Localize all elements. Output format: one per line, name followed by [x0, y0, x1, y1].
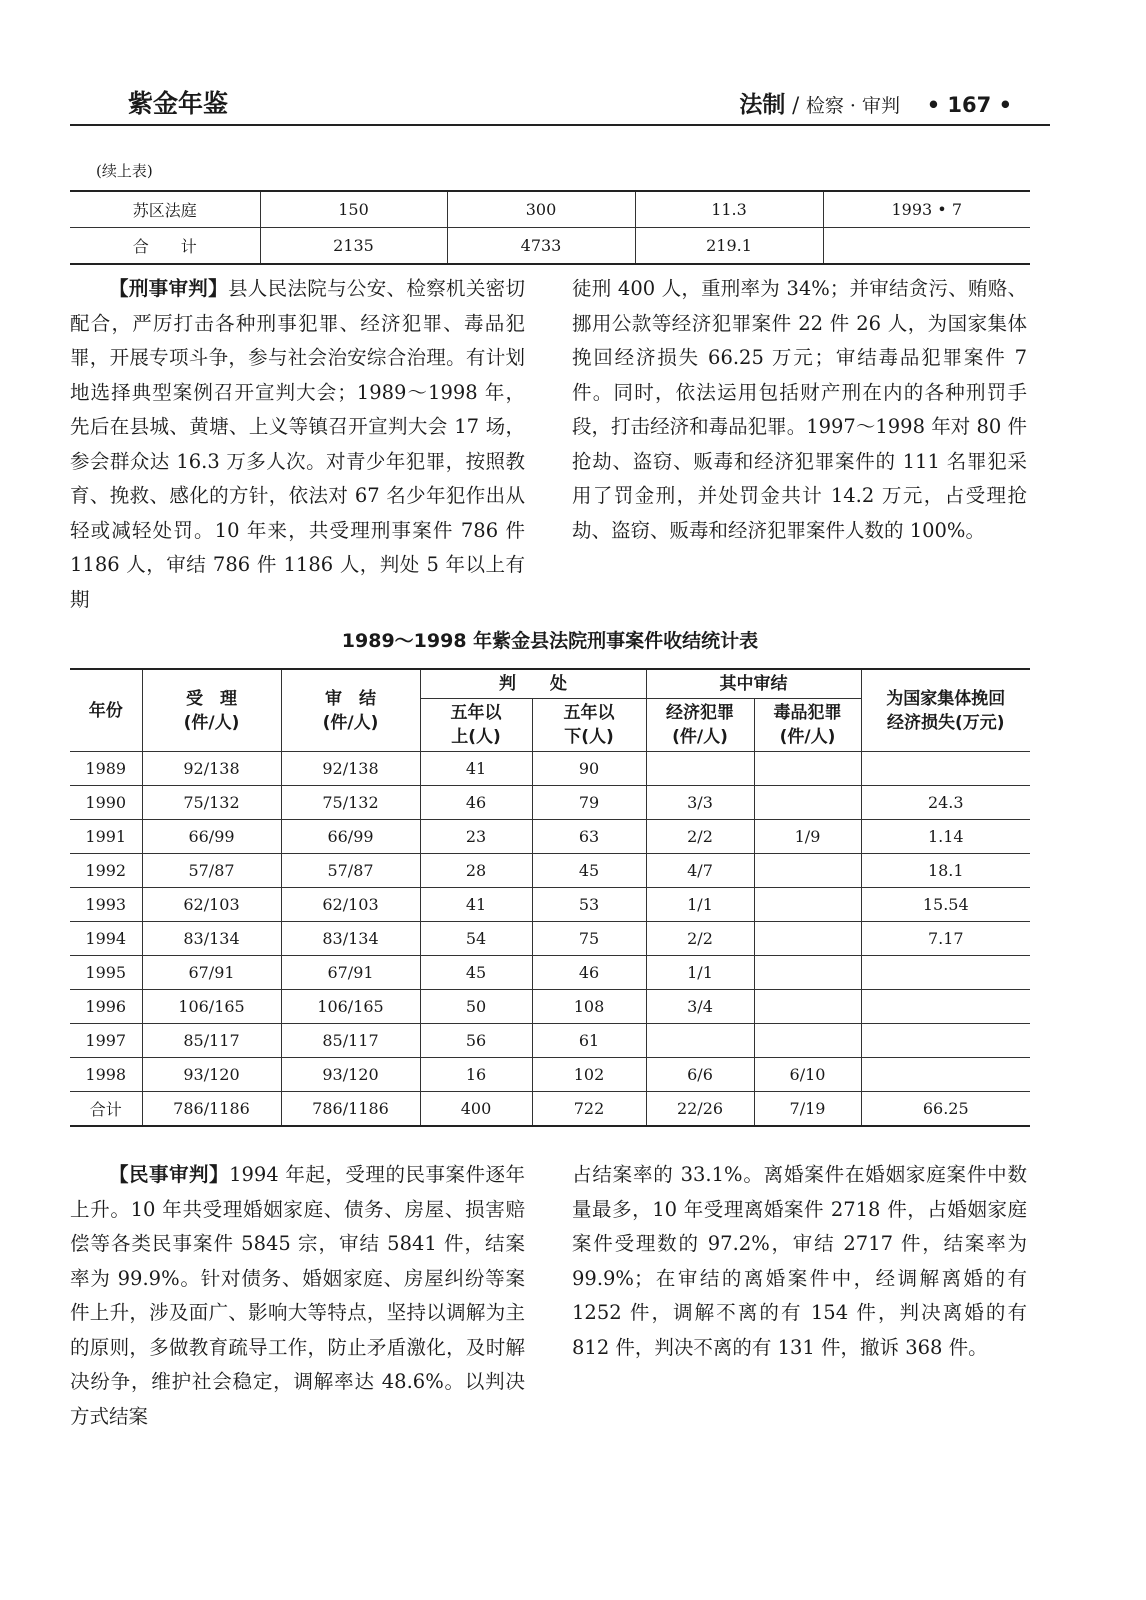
table-row — [70, 854, 1030, 888]
table-cell — [754, 752, 861, 786]
table-cell: 150 — [260, 191, 447, 228]
table-cell: 722 — [532, 1092, 646, 1127]
table-cell: 1997 — [70, 1024, 142, 1058]
table-row — [70, 191, 1030, 228]
table-cell: 46 — [420, 786, 532, 820]
criminal-right-column — [572, 272, 1027, 548]
table-cell — [754, 786, 861, 820]
table-cell: 6/10 — [754, 1058, 861, 1092]
continued-table — [70, 190, 1030, 265]
table-row — [70, 1024, 1030, 1058]
table-cell: 106/165 — [142, 990, 281, 1024]
table-cell: 1993 • 7 — [823, 191, 1030, 228]
table-cell: 93/120 — [142, 1058, 281, 1092]
table-cell: 1989 — [70, 752, 142, 786]
table-cell — [823, 228, 1030, 265]
table-cell: 75 — [532, 922, 646, 956]
table-cell: 786/1186 — [142, 1092, 281, 1127]
col-econ: 经济犯罪 (件/人) — [646, 699, 754, 752]
subsection-title: 检察 · 审判 — [805, 95, 900, 117]
table-cell: 45 — [420, 956, 532, 990]
table-cell: 1993 — [70, 888, 142, 922]
col-loss: 为国家集体挽回 经济损失(万元) — [861, 669, 1030, 752]
table-cell: 1990 — [70, 786, 142, 820]
table-cell: 75/132 — [281, 786, 420, 820]
table-cell: 67/91 — [281, 956, 420, 990]
table-cell: 85/117 — [142, 1024, 281, 1058]
civil-text-left: 1994 年起，受理的民事案件逐年上升。10 年共受理婚姻家庭、债务、房屋、损害赔偿等各类民事案件 5845 宗，审结 5841 件，结案率为 99.9%。针对债务、婚姻家庭、房屋纠纷等案件上升，涉及面广、影响大等特点，坚持以调解为主的原则，多做教育疏导工作，防止矛盾激化，及时解决纷争，维护社会稳定，调解率达 48.6%。以判决方式结案 — [70, 1163, 525, 1428]
col-sentenced: 判 处 — [420, 669, 646, 699]
table-cell: 16 — [420, 1058, 532, 1092]
table-cell: 6/6 — [646, 1058, 754, 1092]
table-cell: 1996 — [70, 990, 142, 1024]
col-year: 年份 — [70, 669, 142, 752]
page-header — [70, 84, 1050, 126]
table-cell: 7/19 — [754, 1092, 861, 1127]
table-cell: 2/2 — [646, 922, 754, 956]
continued-note: (续上表) — [96, 162, 153, 180]
table-cell — [646, 752, 754, 786]
table-cell: 1.14 — [861, 820, 1030, 854]
table-row — [70, 1092, 1030, 1127]
criminal-text-right: 徒刑 400 人，重刑率为 34%；并审结贪污、贿赂、挪用公款等经济犯罪案件 22 件 26 人，为国家集体挽回经济损失 66.25 万元；审结毒品犯罪案件 7 件。同时，依法运用包括财产刑在内的各种刑罚手段，打击经济和毒品犯罪。1997～1998 年对 80 件抢劫、盗窃、贩毒和经济犯罪案件的 111 名罪犯采用了罚金刑，并处罚金共计 14.2 万元，占受理抢劫、盗窃、贩毒和经济犯罪案件人数的 100%。 — [572, 277, 1027, 542]
table-cell: 56 — [420, 1024, 532, 1058]
table-cell — [861, 1058, 1030, 1092]
table-cell: 23 — [420, 820, 532, 854]
table-cell: 3/3 — [646, 786, 754, 820]
table-cell: 83/134 — [142, 922, 281, 956]
table-cell — [861, 1024, 1030, 1058]
table-cell: 79 — [532, 786, 646, 820]
table-cell: 66.25 — [861, 1092, 1030, 1127]
table-cell: 41 — [420, 888, 532, 922]
table-cell: 54 — [420, 922, 532, 956]
table-cell — [861, 752, 1030, 786]
civil-text-right: 占结案率的 33.1%。离婚案件在婚姻家庭案件中数量最多，10 年受理离婚案件 2718 件，占婚姻家庭案件受理数的 97.2%，审结 2717 件，结案率为 99.9%；在审结的离婚案件中，经调解离婚的有 1252 件，调解不离的有 154 件，判决离婚的有 812 件，判决不离的有 131 件，撤诉 368 件。 — [572, 1163, 1027, 1359]
yearbook-title: 紫金年鉴 — [128, 89, 229, 118]
table-cell: 57/87 — [281, 854, 420, 888]
table-cell: 62/103 — [281, 888, 420, 922]
table-cell: 53 — [532, 888, 646, 922]
stats-table-title: 1989～1998 年紫金县法院刑事案件收结统计表 — [341, 630, 759, 652]
table-row — [70, 228, 1030, 265]
table-row — [70, 956, 1030, 990]
civil-right-column — [572, 1158, 1027, 1365]
table-cell: 合 计 — [70, 228, 260, 265]
table-cell: 102 — [532, 1058, 646, 1092]
table-cell — [754, 956, 861, 990]
table-cell: 41 — [420, 752, 532, 786]
table-cell: 61 — [532, 1024, 646, 1058]
table-cell: 1/1 — [646, 956, 754, 990]
table-cell: 108 — [532, 990, 646, 1024]
table-cell: 106/165 — [281, 990, 420, 1024]
table-cell: 18.1 — [861, 854, 1030, 888]
table-cell: 62/103 — [142, 888, 281, 922]
table-cell: 75/132 — [142, 786, 281, 820]
table-cell: 93/120 — [281, 1058, 420, 1092]
table-cell: 28 — [420, 854, 532, 888]
table-cell: 92/138 — [281, 752, 420, 786]
table-cell — [754, 854, 861, 888]
table-cell: 2/2 — [646, 820, 754, 854]
table-cell: 1992 — [70, 854, 142, 888]
civil-left-column — [70, 1158, 525, 1434]
table-cell: 合计 — [70, 1092, 142, 1127]
table-row — [70, 990, 1030, 1024]
criminal-text-left: 县人民法院与公安、检察机关密切配合，严厉打击各种刑事犯罪、经济犯罪、毒品犯罪，开展专项斗争，参与社会治安综合治理。有计划地选择典型案例召开宣判大会；1989～1998 年，先后在县城、黄塘、上义等镇召开宣判大会 17 场，参会群众达 16.3 万多人次。对青少年犯罪，按照教育、挽救、感化的方针，依法对 67 名少年犯作出从轻或减轻处罚。10 年来，共受理刑事案件 786 件 1186 人，审结 786 件 1186 人，判处 5 年以上有期 — [70, 277, 525, 611]
table-cell: 400 — [420, 1092, 532, 1127]
table-row — [70, 752, 1030, 786]
table-row — [70, 922, 1030, 956]
section-title: 法制 — [739, 92, 786, 118]
col-among-concluded: 其中审结 — [646, 669, 861, 699]
table-cell: 1998 — [70, 1058, 142, 1092]
col-over5: 五年以 上(人) — [420, 699, 532, 752]
table-cell — [861, 956, 1030, 990]
table-cell: 4/7 — [646, 854, 754, 888]
col-accepted: 受 理 (件/人) — [142, 669, 281, 752]
col-drug: 毒品犯罪 (件/人) — [754, 699, 861, 752]
col-under5: 五年以 下(人) — [532, 699, 646, 752]
table-cell: 2135 — [260, 228, 447, 265]
table-cell: 46 — [532, 956, 646, 990]
table-cell: 63 — [532, 820, 646, 854]
table-cell — [754, 1024, 861, 1058]
table-cell — [754, 888, 861, 922]
section-slash: / — [792, 93, 800, 117]
table-cell: 苏区法庭 — [70, 191, 260, 228]
table-cell: 50 — [420, 990, 532, 1024]
table-cell — [754, 990, 861, 1024]
page-number: • 167 • — [926, 93, 1012, 117]
criminal-heading: 【刑事审判】 — [109, 277, 228, 300]
table-cell: 1995 — [70, 956, 142, 990]
table-cell: 1/1 — [646, 888, 754, 922]
table-cell: 1/9 — [754, 820, 861, 854]
section-info — [739, 86, 1012, 119]
table-cell — [754, 922, 861, 956]
col-concluded: 审 结 (件/人) — [281, 669, 420, 752]
table-cell: 219.1 — [635, 228, 823, 265]
table-cell: 300 — [447, 191, 635, 228]
table-cell: 786/1186 — [281, 1092, 420, 1127]
table-cell: 24.3 — [861, 786, 1030, 820]
civil-heading: 【民事审判】 — [109, 1163, 230, 1186]
table-cell — [646, 1024, 754, 1058]
table-cell: 15.54 — [861, 888, 1030, 922]
table-cell: 85/117 — [281, 1024, 420, 1058]
table-cell: 7.17 — [861, 922, 1030, 956]
table-row — [70, 820, 1030, 854]
table-cell: 57/87 — [142, 854, 281, 888]
table-cell: 92/138 — [142, 752, 281, 786]
table-cell: 83/134 — [281, 922, 420, 956]
criminal-left-column — [70, 272, 525, 617]
table-cell: 90 — [532, 752, 646, 786]
stats-table — [70, 668, 1030, 1127]
table-cell: 22/26 — [646, 1092, 754, 1127]
table-cell: 66/99 — [142, 820, 281, 854]
table-cell: 45 — [532, 854, 646, 888]
table-cell: 3/4 — [646, 990, 754, 1024]
table-cell — [861, 990, 1030, 1024]
table-cell: 4733 — [447, 228, 635, 265]
table-cell: 1991 — [70, 820, 142, 854]
table-cell: 67/91 — [142, 956, 281, 990]
table-cell: 1994 — [70, 922, 142, 956]
table-row — [70, 1058, 1030, 1092]
table-cell: 66/99 — [281, 820, 420, 854]
table-row — [70, 888, 1030, 922]
table-cell: 11.3 — [635, 191, 823, 228]
table-row — [70, 786, 1030, 820]
